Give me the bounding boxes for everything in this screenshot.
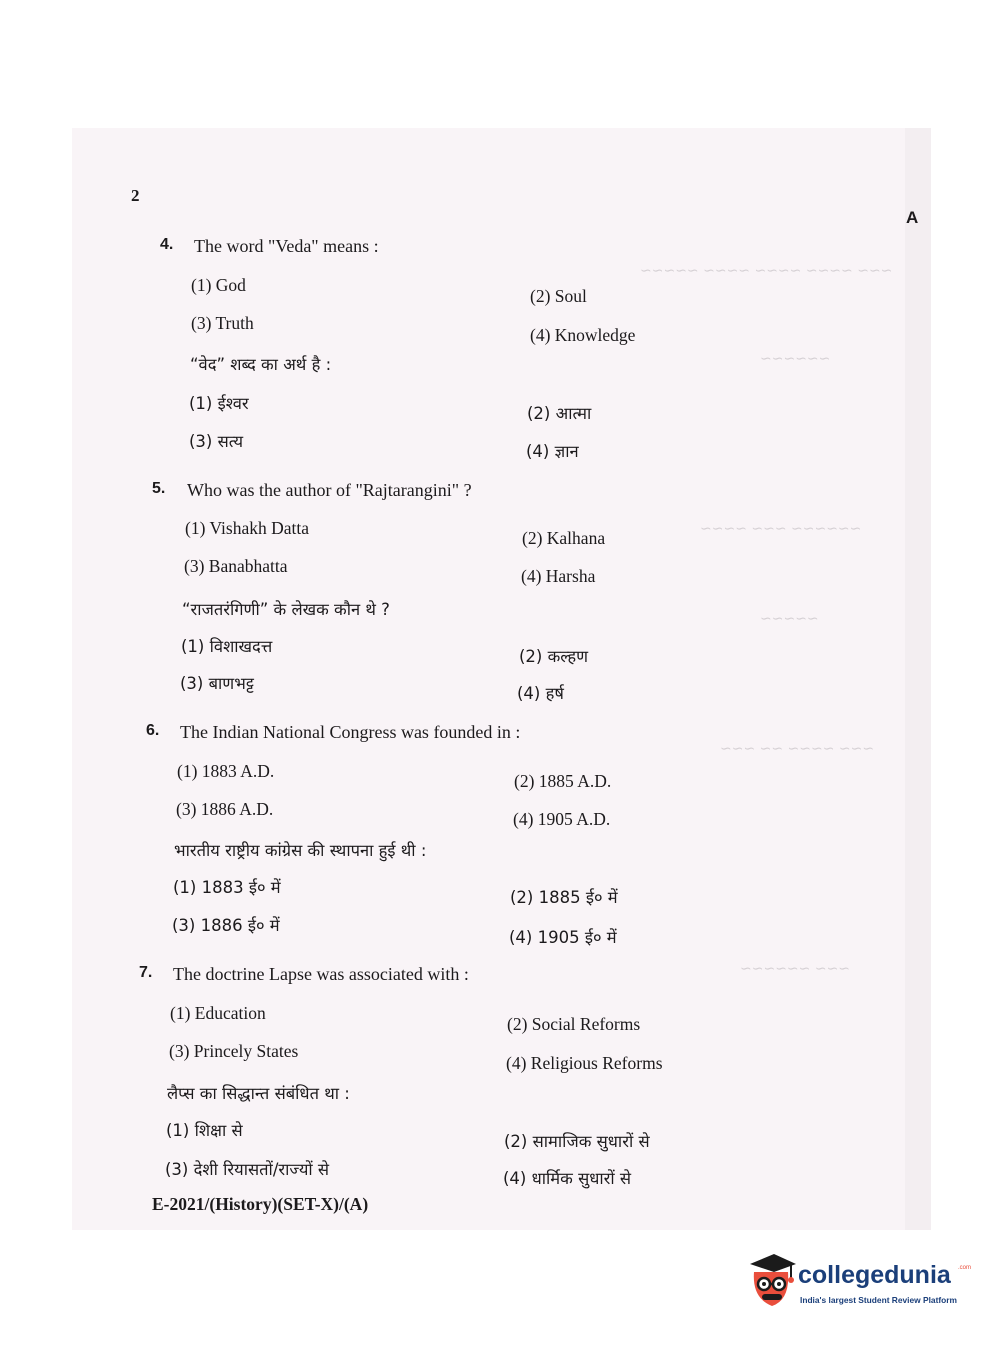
collegedunia-logo xyxy=(746,1250,976,1320)
sheet-edge xyxy=(905,128,931,1230)
option-hi-2: (2) 1885 ई० में xyxy=(510,888,618,907)
option-4: (4) Knowledge xyxy=(530,325,636,345)
question-text-en: The Indian National Congress was founded in : xyxy=(180,722,521,742)
option-2: (2) Kalhana xyxy=(522,528,606,548)
option-1: (1) God xyxy=(191,275,246,295)
option-3: (3) Banabhatta xyxy=(184,556,288,576)
graduate-mascot-icon xyxy=(746,1250,798,1312)
option-hi-1: (1) विशाखदत्त xyxy=(181,637,273,656)
question-text-en: The doctrine Lapse was associated with : xyxy=(173,964,469,984)
question-number: 4. xyxy=(160,236,174,253)
option-hi-1: (1) 1883 ई० में xyxy=(173,878,281,897)
question-number: 7. xyxy=(139,964,153,981)
set-mark: A xyxy=(906,208,919,227)
question-text-hi: लैप्स का सिद्धान्त संबंधित था : xyxy=(167,1084,350,1103)
question-text-en: The word "Veda" means : xyxy=(194,236,379,256)
option-4: (4) Religious Reforms xyxy=(506,1053,663,1073)
option-hi-4: (4) धार्मिक सुधारों से xyxy=(503,1169,632,1188)
option-1: (1) Education xyxy=(170,1003,266,1023)
option-hi-2: (2) कल्हण xyxy=(519,647,589,666)
page-number: 2 xyxy=(131,186,140,205)
option-hi-1: (1) शिक्षा से xyxy=(166,1121,243,1140)
option-hi-4: (4) ज्ञान xyxy=(526,442,579,461)
question-number: 6. xyxy=(146,722,160,739)
option-hi-4: (4) हर्ष xyxy=(517,684,564,703)
logo-wordmark: collegedunia xyxy=(798,1261,951,1289)
option-3: (3) Truth xyxy=(191,313,254,333)
option-3: (3) 1886 A.D. xyxy=(176,799,274,819)
option-hi-3: (3) सत्य xyxy=(189,432,244,451)
paper-code-footer: E-2021/(History)(SET-X)/(A) xyxy=(152,1194,369,1214)
question-text-en: Who was the author of "Rajtarangini" ? xyxy=(187,480,472,500)
option-hi-3: (3) बाणभट्ट xyxy=(180,674,254,693)
option-2: (2) Soul xyxy=(530,286,587,306)
option-hi-2: (2) सामाजिक सुधारों से xyxy=(504,1132,650,1151)
option-1: (1) 1883 A.D. xyxy=(177,761,275,781)
question-number: 5. xyxy=(152,480,166,497)
option-4: (4) 1905 A.D. xyxy=(513,809,611,829)
option-2: (2) Social Reforms xyxy=(507,1014,641,1034)
option-1: (1) Vishakh Datta xyxy=(185,518,310,538)
logo-tld: .com xyxy=(958,1265,972,1271)
option-hi-4: (4) 1905 ई० में xyxy=(509,928,617,947)
option-hi-1: (1) ईश्वर xyxy=(189,394,249,413)
option-3: (3) Princely States xyxy=(169,1041,299,1061)
question-text-hi: “राजतरंगिणी” के लेखक कौन थे ? xyxy=(182,600,390,619)
option-hi-2: (2) आत्मा xyxy=(527,404,592,423)
logo-tagline: India's largest Student Review Platform xyxy=(800,1295,957,1305)
option-hi-3: (3) देशी रियासतों/राज्यों से xyxy=(165,1160,330,1179)
question-text-hi: भारतीय राष्ट्रीय कांग्रेस की स्थापना हुई थी : xyxy=(174,841,427,860)
option-4: (4) Harsha xyxy=(521,566,596,586)
option-2: (2) 1885 A.D. xyxy=(514,771,612,791)
option-hi-3: (3) 1886 ई० में xyxy=(172,916,280,935)
question-text-hi: “वेद” शब्द का अर्थ है : xyxy=(190,355,332,374)
